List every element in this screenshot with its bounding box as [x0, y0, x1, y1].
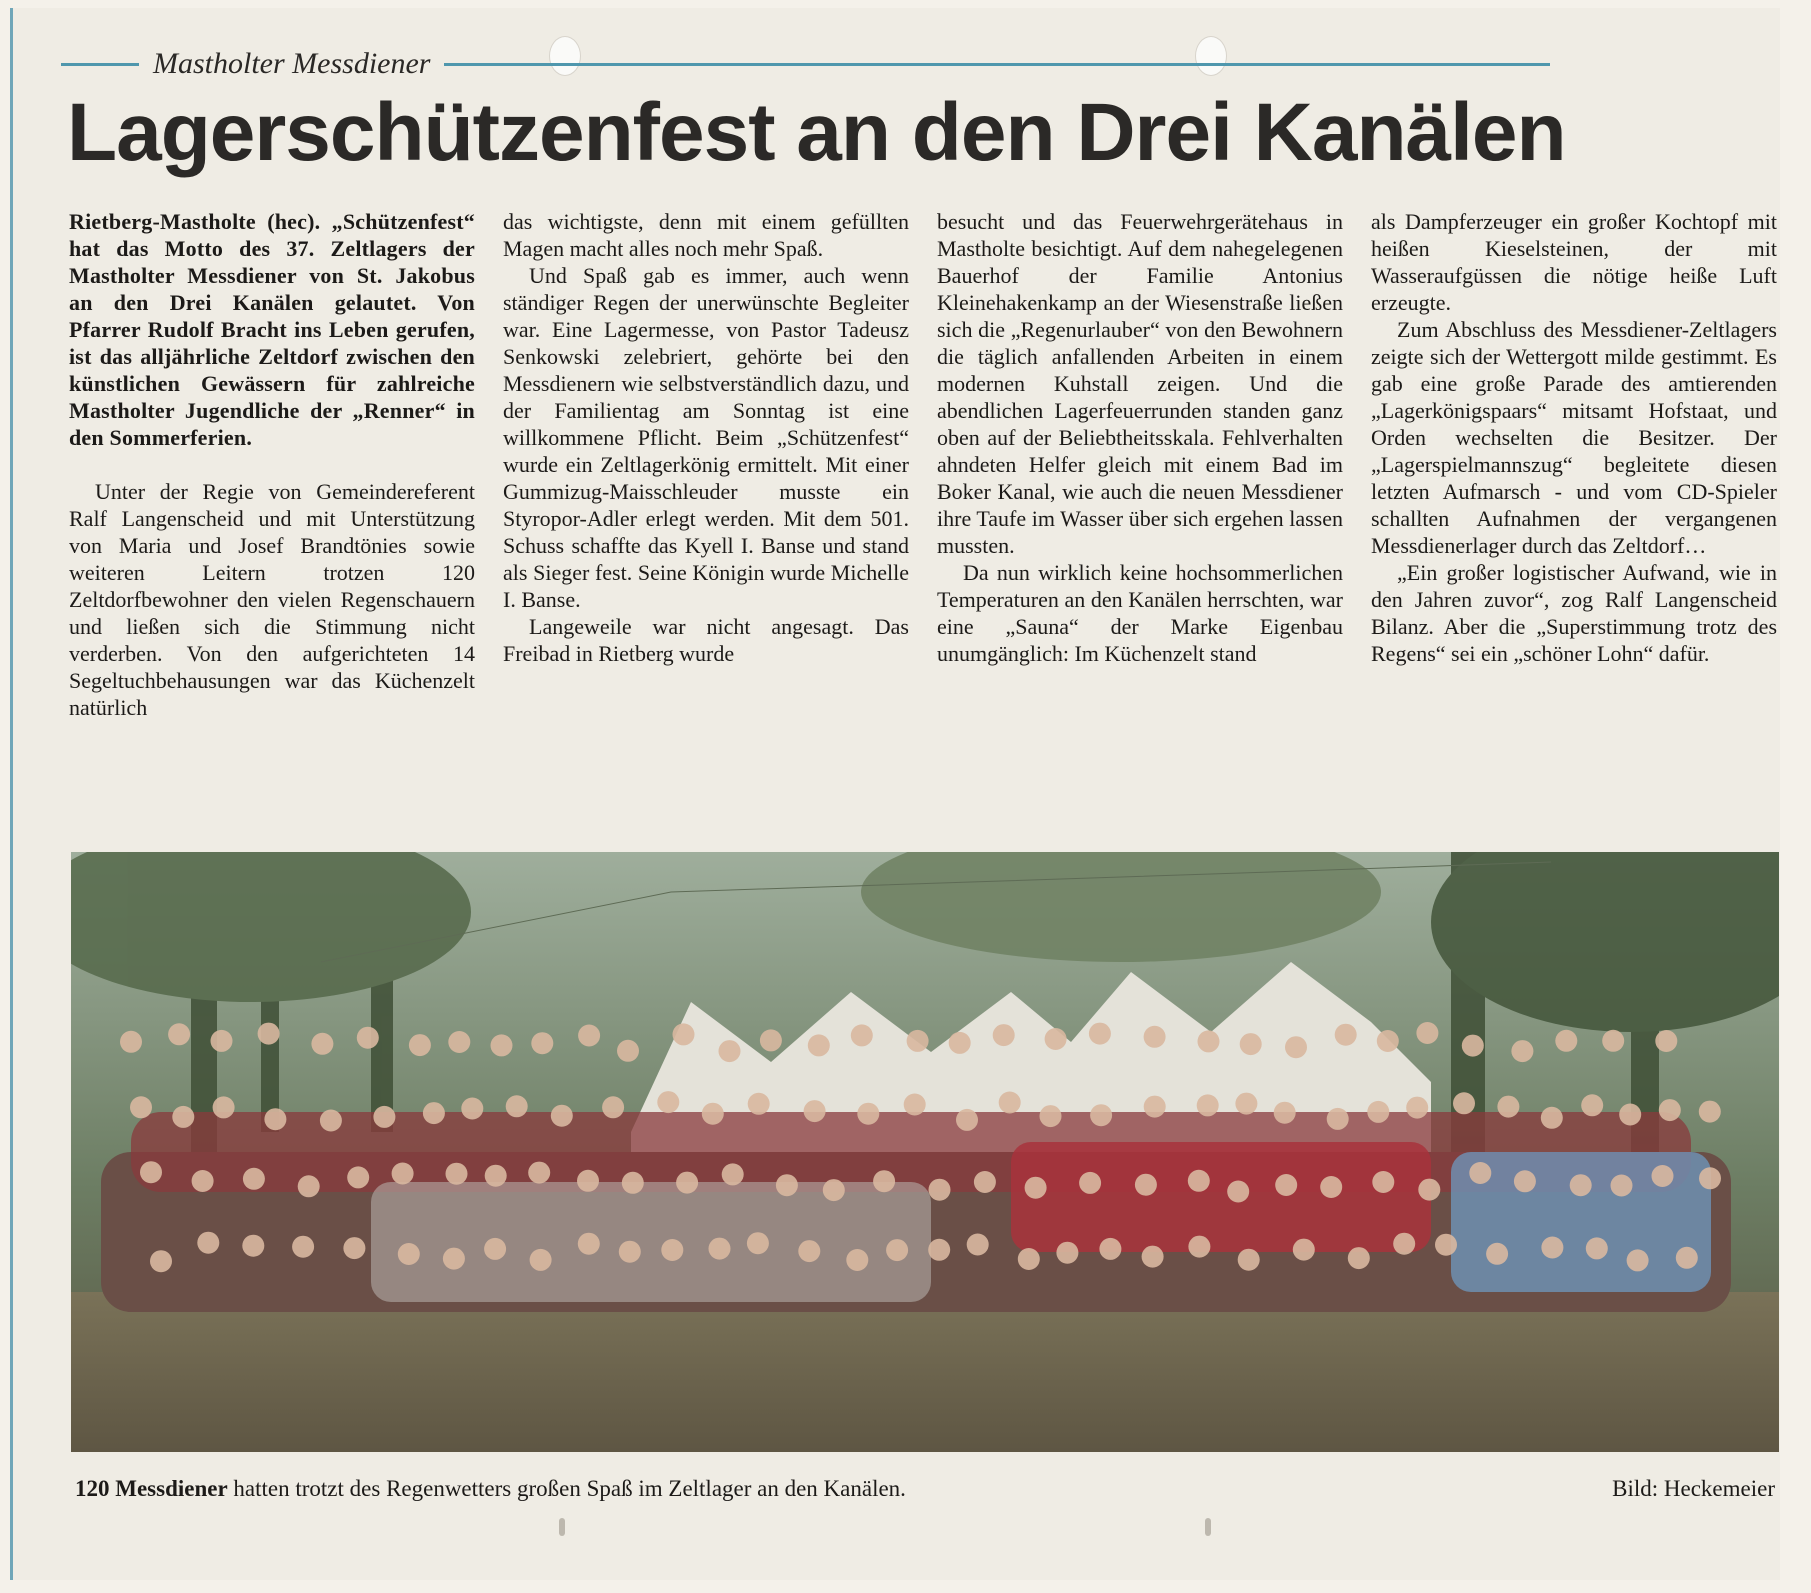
person-face	[423, 1102, 445, 1124]
person-face	[798, 1240, 820, 1262]
person-face	[461, 1098, 483, 1120]
person-face	[760, 1029, 782, 1051]
person-face	[776, 1174, 798, 1196]
person-face	[443, 1248, 465, 1270]
person-face	[702, 1103, 724, 1125]
person-face	[619, 1241, 641, 1263]
person-face	[1348, 1247, 1370, 1269]
person-face	[1418, 1179, 1440, 1201]
person-face	[851, 1024, 873, 1046]
person-face	[1699, 1101, 1721, 1123]
photo-caption	[75, 1476, 1775, 1502]
person-face	[1497, 1096, 1519, 1118]
person-face	[1581, 1094, 1603, 1116]
person-face	[1235, 1093, 1257, 1115]
person-face	[243, 1168, 265, 1190]
column-3	[937, 208, 1343, 667]
person-face	[846, 1249, 868, 1271]
person-face	[956, 1109, 978, 1131]
person-face	[1285, 1036, 1307, 1058]
clip-mark	[559, 1518, 565, 1536]
person-face	[748, 1093, 770, 1115]
person-face	[949, 1032, 971, 1054]
person-face	[617, 1040, 639, 1062]
person-face	[1327, 1108, 1349, 1130]
article-body	[69, 208, 1789, 828]
lead-paragraph: Rietberg-Mastholte (hec). „Schützenfest“ hat das Motto des 37. Zeltlagers der Mastholter Messdiener von St. Jakobus an den Drei Kanälen gelautet. Von Pfarrer Rudolf Bracht ins Leben gerufen, ist das alljährliche Zeltdorf zwischen den künstlichen Gewässern für zahlreiche Mastholter Jugendliche der „Renner“ in den Sommerferien.	[69, 209, 475, 450]
body-paragraph: Langeweile war nicht angesagt. Das Freibad in Rietberg wurde	[503, 614, 909, 666]
person-face	[528, 1162, 550, 1184]
person-face	[130, 1096, 152, 1118]
person-face	[357, 1027, 379, 1049]
person-face	[1142, 1246, 1164, 1268]
person-face	[967, 1234, 989, 1256]
caption-text-wrap	[75, 1476, 906, 1502]
person-face	[530, 1249, 552, 1271]
kicker-rule-left	[61, 63, 139, 66]
person-face	[1555, 1030, 1577, 1052]
person-face	[211, 1030, 233, 1052]
column-4	[1371, 208, 1777, 667]
person-face	[398, 1243, 420, 1265]
person-face	[1275, 1174, 1297, 1196]
person-face	[242, 1235, 264, 1257]
person-face	[1293, 1239, 1315, 1261]
person-face	[873, 1170, 895, 1192]
person-face	[1469, 1162, 1491, 1184]
body-paragraph: Zum Abschluss des Messdiener-Zeltlagers zeigte sich der Wettergott milde gestimmt. Es gab eine große Parade des amtierenden „Lagerkönigspaars“ mitsamt Hofstaat, und Orden wechselten die Besitzer. Der „Lagerspielmannszug“ begleitete diesen letzten Aufmarsch - und vom CD-Spieler schallten Aufnahmen der vergangenen Messdienerlager durch das Zeltdorf…	[1371, 317, 1777, 558]
person-face	[1416, 1022, 1438, 1044]
person-face	[1627, 1249, 1649, 1271]
clip-mark	[1205, 1518, 1211, 1536]
person-face	[1198, 1030, 1220, 1052]
article-headline: Lagerschützenfest an den Drei Kanälen	[67, 87, 1566, 178]
person-face	[928, 1239, 950, 1261]
person-face	[1377, 1030, 1399, 1052]
person-face	[1652, 1165, 1674, 1187]
person-face	[719, 1040, 741, 1062]
person-face	[531, 1032, 553, 1054]
kicker-label: Mastholter Messdiener	[153, 47, 431, 80]
person-face	[1090, 1104, 1112, 1126]
group-photo-illustration	[71, 852, 1779, 1452]
person-face	[999, 1092, 1021, 1114]
body-paragraph: besucht und das Feuerwehrgerätehaus in Mastholte besichtigt. Auf dem nahegelegenen Bauerhof der Familie Antonius Kleinehakenkamp an der Wiesenstraße ließen sich die „Regenurlauber“ von den Bewohnern die täglich anfallenden Arbeiten in einem modernen Kuhstall zeigen. Und die abendlichen Lagerfeuerrunden standen ganz oben auf der Beliebtheitsskala. Fehlverhalten ahndeten Helfer gleich mit einem Bad im Boker Kanal, wie auch die neuen Messdiener ihre Taufe im Wasser über sich ergehen lassen mussten.	[937, 209, 1343, 558]
person-face	[657, 1091, 679, 1113]
person-face	[1541, 1107, 1563, 1129]
person-face	[929, 1179, 951, 1201]
person-face	[1486, 1243, 1508, 1265]
person-face	[150, 1250, 172, 1272]
person-face	[602, 1096, 624, 1118]
person-face	[197, 1232, 219, 1254]
newspaper-clipping	[10, 8, 1780, 1580]
body-paragraph: Unter der Regie von Gemeindereferent Ralf Langenscheid und mit Unterstützung von Maria und Josef Brandtönies sowie weiteren Leitern trotzen 120 Zeltdorfbewohner den vielen Regenschauern und ließen sich die Stimmung nicht verderben. Von den aufgerichteten 14 Segeltuchbehausungen war das Küchenzelt natürlich	[69, 479, 475, 720]
person-face	[1541, 1237, 1563, 1259]
person-face	[1135, 1174, 1157, 1196]
person-face	[1040, 1105, 1062, 1127]
person-face	[661, 1239, 683, 1261]
caption-bold: 120 Messdiener	[75, 1476, 228, 1501]
person-face	[1676, 1247, 1698, 1269]
person-face	[1367, 1101, 1389, 1123]
person-face	[192, 1170, 214, 1192]
person-face	[120, 1031, 142, 1053]
person-face	[448, 1031, 470, 1053]
person-face	[1453, 1092, 1475, 1114]
person-face	[577, 1170, 599, 1192]
person-face	[578, 1233, 600, 1255]
body-paragraph: als Dampferzeuger ein großer Kochtopf mit heißen Kieselsteinen, der mit Wasseraufgüssen die nötige heiße Luft erzeugte.	[1371, 209, 1777, 315]
person-face	[1393, 1233, 1415, 1255]
person-face	[1462, 1035, 1484, 1057]
person-face	[485, 1165, 507, 1187]
person-face	[1089, 1023, 1111, 1045]
person-face	[1274, 1102, 1296, 1124]
person-face	[1659, 1099, 1681, 1121]
person-face	[804, 1100, 826, 1122]
person-face	[343, 1237, 365, 1259]
people-crowd	[101, 1112, 1731, 1312]
person-face	[140, 1161, 162, 1183]
person-face	[1099, 1238, 1121, 1260]
person-face	[1227, 1181, 1249, 1203]
column-1	[69, 208, 475, 721]
person-face	[1188, 1170, 1210, 1192]
section-kicker	[61, 44, 1550, 84]
person-face	[808, 1034, 830, 1056]
person-face	[907, 1030, 929, 1052]
body-paragraph: das wichtigste, denn mit einem gefüllten Magen macht alles noch mehr Spaß.	[503, 209, 909, 261]
body-paragraph: Und Spaß gab es immer, auch wenn ständiger Regen der unerwünschte Begleiter war. Eine Lagermesse, von Pastor Tadeusz Senkowski zelebriert, gehörte bei den Messdienern wie selbstverständlich dazu, und der Familientag am Sonntag ist eine willkommene Pflicht. Beim „Schützenfest“ wurde ein Zeltlagerkönig ermittelt. Mit einer Gummizug-Maisschleuder musste ein Styropor-Adler erlegt werden. Mit dem 501. Schuss schaffte das Kyell I. Banse und stand als Sieger fest. Seine Königin wurde Michelle I. Banse.	[503, 263, 909, 612]
group-photo	[71, 852, 1779, 1452]
person-face	[409, 1034, 431, 1056]
person-face	[1406, 1097, 1428, 1119]
person-face	[320, 1110, 342, 1132]
person-face	[1238, 1249, 1260, 1271]
person-face	[676, 1172, 698, 1194]
caption-text: hatten trotzt des Regenwetters großen Spaß im Zeltlager an den Kanälen.	[233, 1476, 906, 1501]
person-face	[974, 1171, 996, 1193]
person-face	[1240, 1033, 1262, 1055]
kicker-rule-right	[444, 63, 1550, 66]
person-face	[446, 1163, 468, 1185]
person-face	[1025, 1177, 1047, 1199]
column-2	[503, 208, 909, 667]
person-face	[168, 1023, 190, 1045]
person-face	[1511, 1040, 1533, 1062]
person-face	[722, 1163, 744, 1185]
person-face	[506, 1095, 528, 1117]
person-face	[1570, 1174, 1592, 1196]
person-face	[1079, 1172, 1101, 1194]
person-face	[298, 1175, 320, 1197]
person-face	[491, 1034, 513, 1056]
person-face	[1188, 1236, 1210, 1258]
person-face	[886, 1239, 908, 1261]
person-face	[993, 1024, 1015, 1046]
person-face	[673, 1023, 695, 1045]
photo-credit: Bild: Heckemeier	[1612, 1476, 1775, 1501]
body-paragraph: Da nun wirklich keine hochsommerlichen Temperaturen an den Kanälen herrschten, war eine „Sauna“ der Marke Eigenbau unumgänglich: Im Küchenzelt stand	[937, 560, 1343, 666]
body-paragraph: „Ein großer logistischer Aufwand, wie in den Jahren zuvor“, zog Ralf Langenscheid Bilanz. Aber die „Superstimmung trotz des Regens“ sei ein „schöner Lohn“ dafür.	[1371, 560, 1777, 666]
person-face	[292, 1236, 314, 1258]
person-face	[1602, 1030, 1624, 1052]
person-face	[172, 1106, 194, 1128]
person-face	[551, 1105, 573, 1127]
person-face	[347, 1166, 369, 1188]
person-face	[709, 1238, 731, 1260]
person-face	[1197, 1094, 1219, 1116]
person-face	[1144, 1096, 1166, 1118]
person-face	[373, 1106, 395, 1128]
person-face	[1144, 1026, 1166, 1048]
person-face	[1372, 1171, 1394, 1193]
person-face	[622, 1172, 644, 1194]
person-face	[578, 1025, 600, 1047]
person-face	[1619, 1104, 1641, 1126]
person-face	[823, 1179, 845, 1201]
person-face	[1655, 1030, 1677, 1052]
person-face	[747, 1232, 769, 1254]
person-face	[1586, 1237, 1608, 1259]
person-face	[1056, 1242, 1078, 1264]
person-face	[1611, 1175, 1633, 1197]
person-face	[213, 1096, 235, 1118]
person-face	[484, 1238, 506, 1260]
person-face	[1435, 1234, 1457, 1256]
person-face	[392, 1163, 414, 1185]
person-face	[1514, 1170, 1536, 1192]
person-face	[258, 1023, 280, 1045]
person-face	[1018, 1248, 1040, 1270]
person-face	[904, 1094, 926, 1116]
person-face	[857, 1103, 879, 1125]
person-face	[1335, 1024, 1357, 1046]
person-face	[1045, 1028, 1067, 1050]
person-face	[1320, 1176, 1342, 1198]
person-face	[1699, 1167, 1721, 1189]
person-face	[264, 1108, 286, 1130]
person-face	[311, 1033, 333, 1055]
